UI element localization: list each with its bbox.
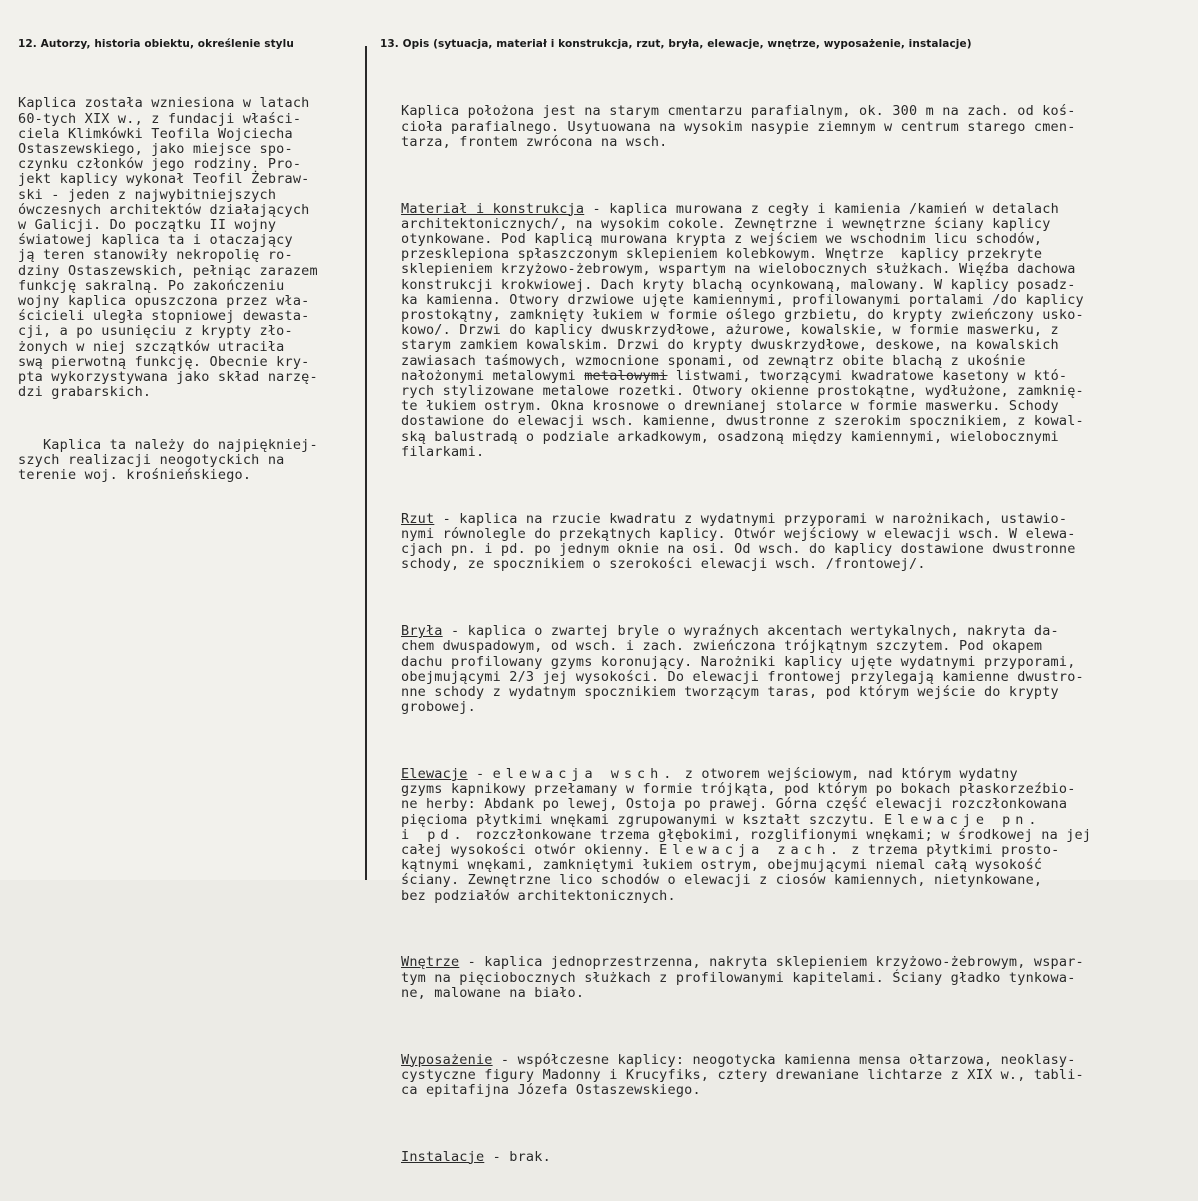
rzut-heading: Rzut	[401, 510, 435, 527]
elewacje-text-c: z trzema płytkimi prosto- kątnymi wnękami, zamkniętymi łukiem ostrym, obejmującymi niemal całą wysokość ściany. Zewnętrzne lico schodów o elewacji z ciosów kamiennych, nietynkowane, bez podziałów architektonicznych.	[401, 841, 1060, 904]
bryla-section	[401, 624, 1196, 715]
material-text-b: listwami, tworzącymi kwadratowe kasetony w któ- rych stylizowane metalowe rozetki. Otwory okienne prostokątne, wydłużone, zamknię- te łukiem ostrym. Okna krosnowe o drewnianej stolarce w formie maswerku. Schody dostawione do elewacji wsch. kamienne, dwustronne z szerokim spocznikiem, z kowal- ską balustradą o podziale arkadkowym, osadzoną między kamiennymi, wielobocznymi filarkami.	[401, 367, 1084, 460]
material-strikethrough: metalowymi	[584, 367, 668, 384]
wyposazenie-section	[401, 1053, 1196, 1099]
elewacje-pn-pd-label: Elewacje pn. i pd.	[401, 811, 1042, 843]
rzut-text: - kaplica na rzucie kwadratu z wydatnymi przyporami w narożnikach, ustawio- nymi równolegle do przekątnych kaplicy. Otwór wejściowy w elewacji wsch. W elewa- cjach pn. i pd. po jednym oknie na osi. Od wsch. do kaplicy dostawione dwustronne schody, ze spocznikiem o szerokości elewacji wsch. /frontowej/.	[401, 510, 1076, 573]
elewacje-text-a: z otworem wejściowym, nad którym wydatny gzyms kapnikowy przełamany w formie trójkąta, pod którym po bokach płaskorzeźbio- ne herby: Abdank po lewej, Ostoja po prawej. Górna część elewacji rozczłonkowana pięcioma płytkimi wnękami zgrupowanymi w kształt szczytu.	[401, 765, 1076, 828]
description-column	[401, 74, 1196, 1201]
elewacja-wsch-label: elewacja wsch.	[492, 765, 677, 782]
instalacje-heading: Instalacje	[401, 1148, 485, 1165]
bryla-text: - kaplica o zwartej bryle o wyraźnych akcentach wertykalnych, nakryta da- chem dwuspadowym, od wsch. i zach. zwieńczona trójkątnym szczytem. Pod okapem dachu profilowany gzyms koronujący. Narożniki kaplicy ujęte wydatnymi przyporami, obejmującymi 2/3 jej wysokości. Do elewacji frontowej przylegają kamienne dwustro- nne schody z wydatnym spocznikiem tworzącym taras, pod którym wejście do krypty grobowej.	[401, 623, 1084, 716]
history-column	[18, 66, 364, 521]
rzut-section	[401, 512, 1196, 573]
material-text-a: - kaplica murowana z cegły i kamienia /kamień w detalach architektonicznych/, na wysokim cokole. Zewnętrzne i wewnętrzne ściany kaplicy otynkowane. Pod kaplicą murowana krypta z wejściem we wschodnim licu schodów, przesklepiona spłaszczonym sklepieniem kolebkowym. Wnętrze kaplicy przekryte sklepieniem krzyżowo-żebrowym, wspartym na wielobocznych służkach. Więźba dachowa konstrukcji krokwiowej. Dach kryty blachą ocynkowaną, malowany. W kaplicy posadz- ka kamienna. Otwory drzwiowe ujęte kamiennymi, profilowanymi portalami /do kaplicy prostokątny, zamknięty łukiem w formie oślego grzbietu, do krypty zwieńczony usko- kowo/. Drzwi do kaplicy dwuskrzydłowe, ażurowe, kowalskie, w formie maswerku, z starym zamkiem kowalskim. Drzwi do krypty dwuskrzydłowe, deskowe, na kowalskich zawiasach taśmowych, wzmocnione sponami, od zewnątrz obite blachą z ukośnie nałożonymi metalowymi	[401, 200, 1084, 384]
bryla-heading: Bryła	[401, 623, 443, 640]
wyposazenie-heading: Wyposażenie	[401, 1051, 493, 1068]
instalacje-text: - brak.	[484, 1148, 551, 1165]
section-12-header: 12. Autorzy, historia obiektu, określenie stylu	[18, 38, 294, 50]
section-13-header: 13. Opis (sytuacja, materiał i konstrukcja, rzut, bryła, elewacje, wnętrze, wyposażenie, instalacje)	[380, 38, 972, 50]
history-paragraph-1: Kaplica została wzniesiona w latach 60-tych XIX w., z fundacji właści- ciela Klimkówki Teofila Wojciecha Ostaszewskiego, jako miejsce spo- czynku członków jego rodziny. Pro- jekt kaplicy wykonał Teofil Żebraw- ski - jeden z najwybitniejszych ówczesnych architektów działających w Galicji. Do początku II wojny światowej kaplica ta i otaczający ją teren stanowiły nekropolię ro- dziny Ostaszewskich, pełniąc zarazem funkcję sakralną. Po zakończeniu wojny kaplica opuszczona przez wła- ścicieli uległa stopniowej dewasta- cji, a po usunięciu z krypty zło- żonych w niej szczątków utraciła swą pierwotną funkcję. Obecnie kry- pta wykorzystywana jako skład narzę- dzi grabarskich.	[18, 95, 318, 401]
elewacje-text-b: rozczłonkowane trzema głębokimi, rozglifionymi wnękami; w środkowej na jej całej wysokości otwór okienny.	[401, 826, 1092, 858]
wnetrze-heading: Wnętrze	[401, 954, 460, 971]
history-paragraph-2: Kaplica ta należy do najpiękniej- szych realizacji neogotyckich na terenie woj. krośnieńskiego.	[18, 436, 318, 484]
intro-paragraph: Kaplica położona jest na starym cmentarzu parafialnym, ok. 300 m na zach. od koś- cioła parafialnego. Usytuowana na wysokim nasypie ziemnym w centrum starego cmen- tarza, frontem zwrócona na wsch.	[401, 103, 1076, 150]
wyposazenie-text: - współczesne kaplicy: neogotycka kamienna mensa ołtarzowa, neoklasy- cystyczne figury Madonny i Krucyfiks, cztery drewaniane lichtarze z XIX w., tabli- ca epitafijna Józefa Ostaszewskiego.	[401, 1051, 1084, 1098]
column-divider	[365, 46, 367, 880]
material-section	[401, 202, 1196, 460]
wnetrze-text: - kaplica jednoprzestrzenna, nakryta sklepieniem krzyżowo-żebrowym, wspar- tym na pięciobocznych służkach z profilowanymi kapitelami. Ściany gładko tynkowa- ne, malowane na biało.	[401, 954, 1084, 1001]
elewacja-zach-label: Elewacja zach.	[659, 841, 843, 858]
elewacje-section: Elewacje - elewacja wsch. z otworem wejściowym, nad którym wydatny gzyms kapnikowy przełamany w formie trójkąta, pod którym po bokach płaskorzeźbio- ne herby: Abdank po lewej, Ostoja po prawej. Górna część elewacji rozczłonkowana pięcioma płytkimi wnękami zgrupowanymi w kształt szczytu. Elewacje pn. i pd. rozczłonkowane trzema głębokimi, rozglifionymi wnękami; w środkowej na jej całej wysokości otwór okienny. Elewacja zach. z trzema płytkimi prosto- kątnymi wnękami, zamkniętymi łukiem ostrym, obejmującymi niemal całą wysokość ściany. Zewnętrzne lico schodów o elewacji z ciosów kamiennych, nietynkowane, bez podziałów architektonicznych.	[401, 765, 1092, 904]
instalacje-section	[401, 1150, 1196, 1165]
material-heading: Materiał i konstrukcja	[401, 200, 585, 217]
elewacje-heading: Elewacje	[401, 765, 468, 782]
wnetrze-section	[401, 955, 1196, 1001]
